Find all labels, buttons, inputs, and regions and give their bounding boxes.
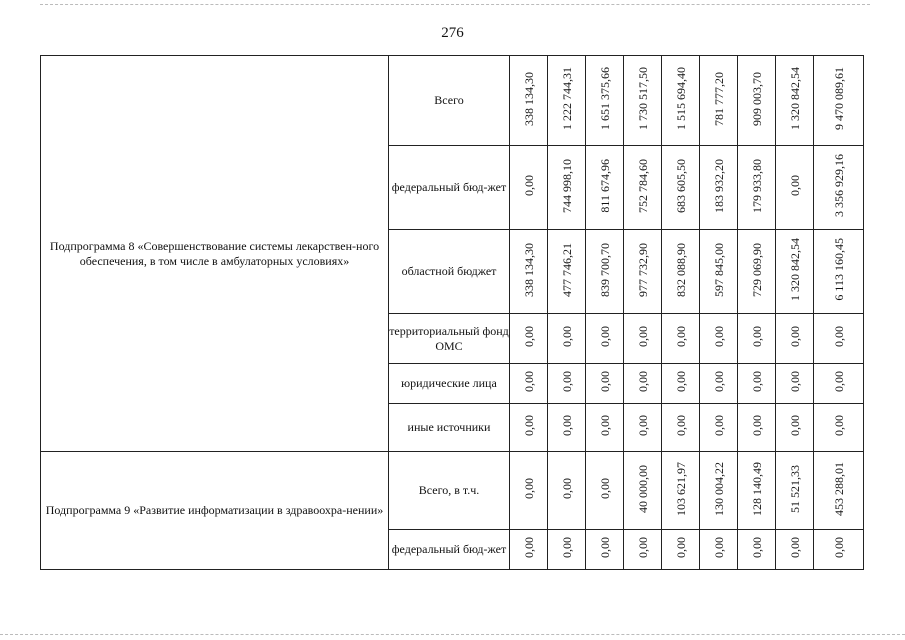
- value-text: 0,00: [711, 415, 726, 436]
- year-value-cell: [586, 530, 624, 570]
- year-value-cell: [700, 364, 738, 404]
- program-title: Подпрограмма 8 «Совершенствование системы лекарствен-ного обеспечения, в том числе в амбулаторных условиях»: [41, 56, 389, 452]
- value-text: 338 134,30: [521, 71, 536, 126]
- year-value-cell: [662, 314, 700, 364]
- year-value-cell: [776, 452, 814, 530]
- year-value-cell: [586, 314, 624, 364]
- year-value-cell: [624, 530, 662, 570]
- value-text: 781 777,20: [711, 71, 726, 126]
- value-text: 0,00: [711, 371, 726, 392]
- year-value-cell: [624, 314, 662, 364]
- scan-edge-top: [40, 4, 870, 5]
- year-value-cell: [510, 230, 548, 314]
- value-text: 0,00: [831, 326, 846, 347]
- year-value-cell: [776, 404, 814, 452]
- year-value-cell: [510, 452, 548, 530]
- total-value-cell: [814, 404, 864, 452]
- value-text: 0,00: [559, 415, 574, 436]
- year-value-cell: [510, 404, 548, 452]
- year-value-cell: [548, 364, 586, 404]
- value-text: 0,00: [635, 326, 650, 347]
- value-text: 0,00: [559, 537, 574, 558]
- year-value-cell: [700, 404, 738, 452]
- value-text: 128 140,49: [749, 461, 764, 516]
- value-text: 1 320 842,54: [787, 67, 802, 130]
- year-value-cell: [700, 314, 738, 364]
- year-value-cell: [738, 364, 776, 404]
- value-text: 977 732,90: [635, 242, 650, 297]
- year-value-cell: [510, 530, 548, 570]
- value-text: 0,00: [521, 415, 536, 436]
- year-value-cell: [624, 452, 662, 530]
- year-value-cell: [738, 146, 776, 230]
- value-text: 0,00: [673, 371, 688, 392]
- value-text: 0,00: [749, 537, 764, 558]
- year-value-cell: [700, 146, 738, 230]
- value-text: 1 222 744,31: [559, 67, 574, 130]
- year-value-cell: [662, 364, 700, 404]
- value-text: 0,00: [831, 371, 846, 392]
- value-text: 0,00: [559, 326, 574, 347]
- year-value-cell: [548, 404, 586, 452]
- value-text: 0,00: [749, 371, 764, 392]
- funding-source: федеральный бюд-жет: [389, 146, 510, 230]
- year-value-cell: [624, 56, 662, 146]
- value-text: 9 470 089,61: [831, 67, 846, 130]
- year-value-cell: [510, 364, 548, 404]
- year-value-cell: [586, 146, 624, 230]
- value-text: 0,00: [673, 537, 688, 558]
- value-text: 729 069,90: [749, 242, 764, 297]
- value-text: 0,00: [673, 326, 688, 347]
- value-text: 839 700,70: [597, 242, 612, 297]
- value-text: 6 113 160,45: [831, 238, 846, 301]
- year-value-cell: [738, 404, 776, 452]
- year-value-cell: [776, 314, 814, 364]
- value-text: 597 845,00: [711, 242, 726, 297]
- year-value-cell: [624, 230, 662, 314]
- year-value-cell: [586, 404, 624, 452]
- year-value-cell: [586, 230, 624, 314]
- value-text: 0,00: [749, 326, 764, 347]
- year-value-cell: [662, 404, 700, 452]
- value-text: 0,00: [831, 415, 846, 436]
- value-text: 0,00: [559, 371, 574, 392]
- year-value-cell: [510, 146, 548, 230]
- value-text: 0,00: [521, 371, 536, 392]
- value-text: 338 134,30: [521, 242, 536, 297]
- year-value-cell: [510, 314, 548, 364]
- year-value-cell: [548, 230, 586, 314]
- value-text: 453 288,01: [831, 461, 846, 516]
- value-text: 51 521,33: [787, 464, 802, 513]
- total-value-cell: [814, 314, 864, 364]
- value-text: 3 356 929,16: [831, 154, 846, 217]
- value-text: 0,00: [597, 371, 612, 392]
- value-text: 1 320 842,54: [787, 238, 802, 301]
- year-value-cell: [548, 314, 586, 364]
- value-text: 0,00: [787, 537, 802, 558]
- year-value-cell: [586, 452, 624, 530]
- year-value-cell: [776, 230, 814, 314]
- year-value-cell: [548, 452, 586, 530]
- value-text: 811 674,96: [597, 158, 612, 213]
- value-text: 0,00: [711, 537, 726, 558]
- value-text: 0,00: [673, 415, 688, 436]
- funding-source: областной бюджет: [389, 230, 510, 314]
- value-text: 909 003,70: [749, 71, 764, 126]
- value-text: 1 730 517,50: [635, 67, 650, 130]
- year-value-cell: [548, 530, 586, 570]
- total-value-cell: [814, 56, 864, 146]
- funding-source: федеральный бюд-жет: [389, 530, 510, 570]
- total-value-cell: [814, 452, 864, 530]
- value-text: 0,00: [559, 478, 574, 499]
- program-title: Подпрограмма 9 «Развитие информатизации в здравоохра-нении»: [41, 452, 389, 570]
- year-value-cell: [662, 146, 700, 230]
- year-value-cell: [624, 146, 662, 230]
- value-text: 0,00: [787, 415, 802, 436]
- page-number: 276: [441, 25, 464, 41]
- year-value-cell: [776, 364, 814, 404]
- budget-table: [40, 55, 864, 570]
- value-text: 0,00: [597, 415, 612, 436]
- total-value-cell: [814, 364, 864, 404]
- value-text: 0,00: [597, 478, 612, 499]
- year-value-cell: [510, 56, 548, 146]
- funding-source: Всего, в т.ч.: [389, 452, 510, 530]
- funding-source: юридические лица: [389, 364, 510, 404]
- year-value-cell: [738, 530, 776, 570]
- value-text: 0,00: [749, 415, 764, 436]
- year-value-cell: [624, 364, 662, 404]
- year-value-cell: [700, 230, 738, 314]
- value-text: 0,00: [635, 371, 650, 392]
- value-text: 103 621,97: [673, 461, 688, 516]
- total-value-cell: [814, 230, 864, 314]
- value-text: 1 515 694,40: [673, 67, 688, 130]
- value-text: 752 784,60: [635, 158, 650, 213]
- funding-source: иные источники: [389, 404, 510, 452]
- funding-source: территориальный фонд ОМС: [389, 314, 510, 364]
- year-value-cell: [662, 56, 700, 146]
- year-value-cell: [700, 452, 738, 530]
- year-value-cell: [548, 146, 586, 230]
- value-text: 0,00: [635, 415, 650, 436]
- value-text: 179 933,80: [749, 158, 764, 213]
- year-value-cell: [586, 56, 624, 146]
- year-value-cell: [700, 530, 738, 570]
- value-text: 744 998,10: [559, 158, 574, 213]
- value-text: 0,00: [787, 371, 802, 392]
- year-value-cell: [738, 230, 776, 314]
- year-value-cell: [776, 56, 814, 146]
- value-text: 0,00: [521, 175, 536, 196]
- value-text: 832 088,90: [673, 242, 688, 297]
- year-value-cell: [700, 56, 738, 146]
- value-text: 0,00: [521, 478, 536, 499]
- value-text: 40 000,00: [635, 464, 650, 513]
- total-value-cell: [814, 530, 864, 570]
- year-value-cell: [738, 452, 776, 530]
- value-text: 477 746,21: [559, 242, 574, 297]
- year-value-cell: [662, 452, 700, 530]
- year-value-cell: [624, 404, 662, 452]
- value-text: 683 605,50: [673, 158, 688, 213]
- year-value-cell: [776, 530, 814, 570]
- year-value-cell: [548, 56, 586, 146]
- funding-source: Всего: [389, 56, 510, 146]
- year-value-cell: [586, 364, 624, 404]
- total-value-cell: [814, 146, 864, 230]
- value-text: 1 651 375,66: [597, 67, 612, 130]
- table-row: [41, 56, 864, 146]
- value-text: 0,00: [597, 326, 612, 347]
- value-text: 0,00: [521, 537, 536, 558]
- value-text: 183 932,20: [711, 158, 726, 213]
- year-value-cell: [662, 530, 700, 570]
- year-value-cell: [738, 314, 776, 364]
- value-text: 0,00: [787, 175, 802, 196]
- year-value-cell: [738, 56, 776, 146]
- year-value-cell: [776, 146, 814, 230]
- table-row: [41, 452, 864, 530]
- value-text: 130 004,22: [711, 461, 726, 516]
- value-text: 0,00: [787, 326, 802, 347]
- value-text: 0,00: [831, 537, 846, 558]
- value-text: 0,00: [635, 537, 650, 558]
- scan-edge-bottom: [0, 634, 905, 635]
- value-text: 0,00: [597, 537, 612, 558]
- value-text: 0,00: [711, 326, 726, 347]
- year-value-cell: [662, 230, 700, 314]
- value-text: 0,00: [521, 326, 536, 347]
